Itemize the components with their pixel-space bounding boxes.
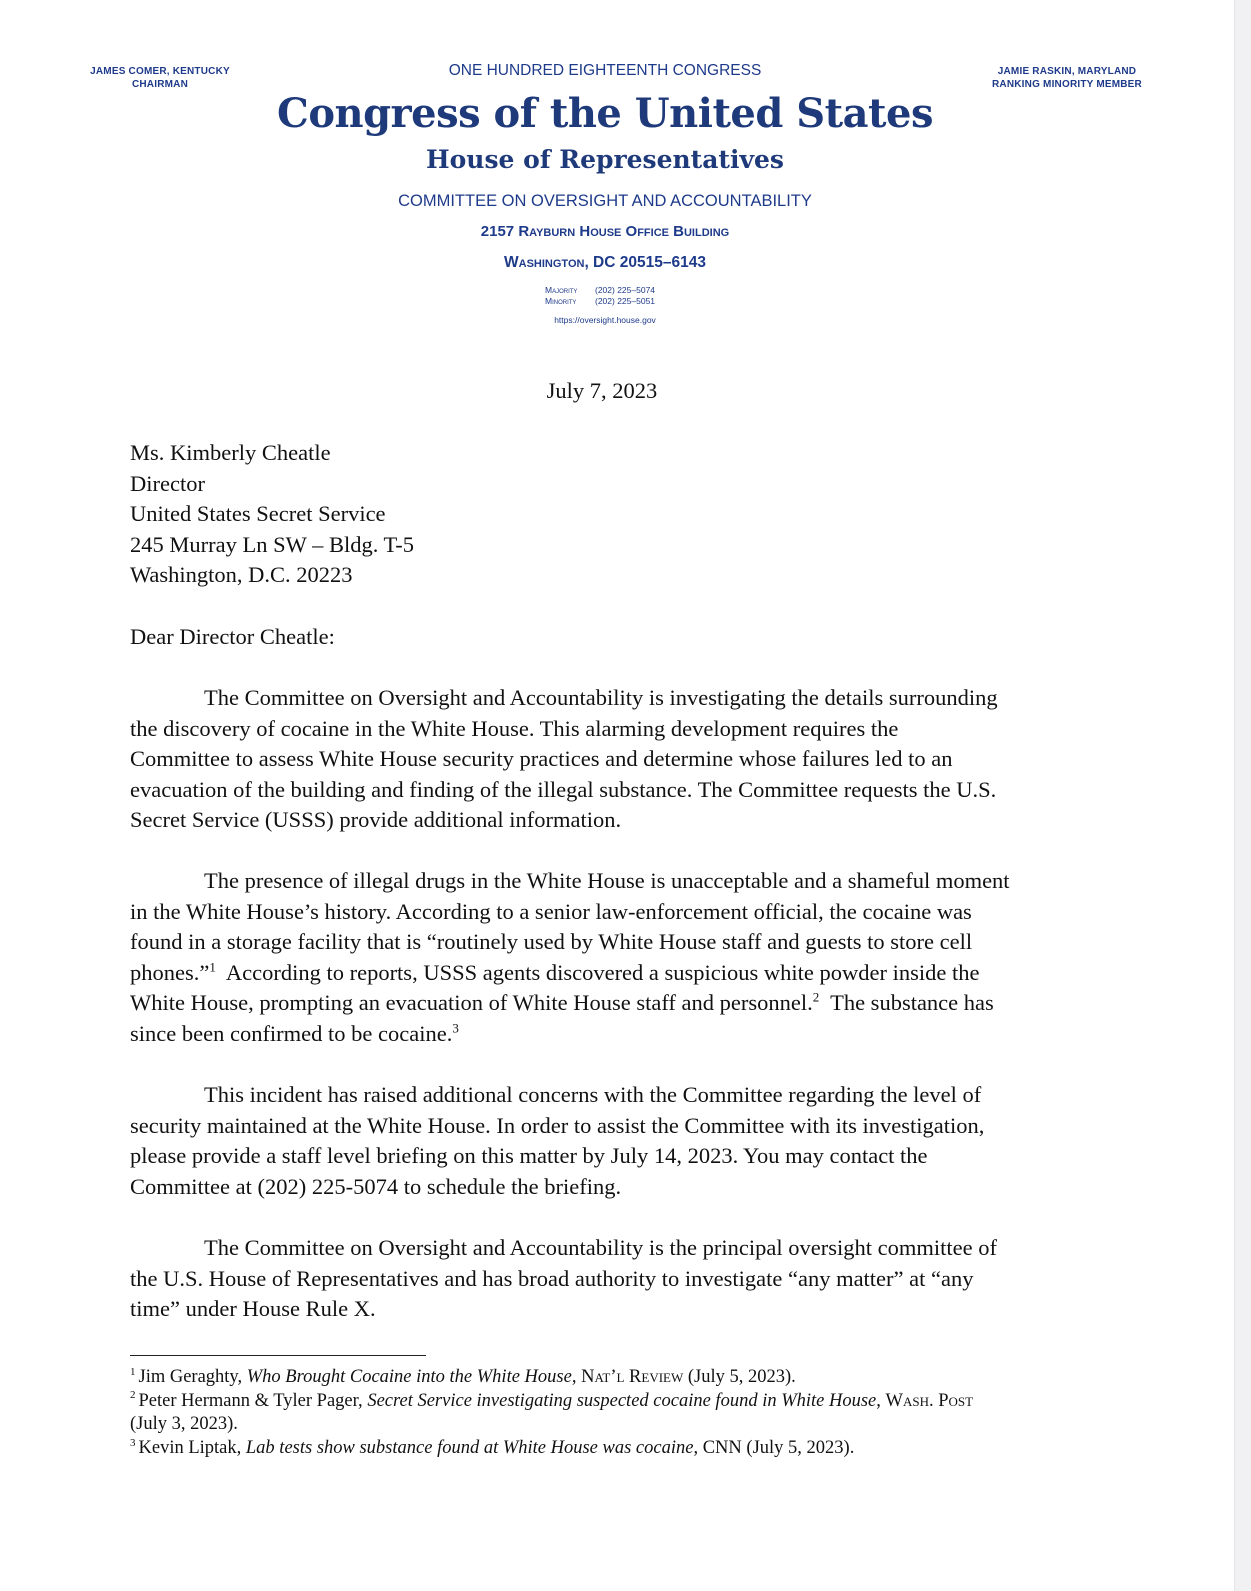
- salutation: Dear Director Cheatle:: [130, 624, 335, 649]
- page-edge: [1234, 0, 1251, 1591]
- line-text: phones.”: [130, 959, 210, 985]
- committee-name: COMMITTEE ON OVERSIGHT AND ACCOUNTABILITY: [398, 192, 812, 210]
- footnote-3: [130, 1437, 1100, 1461]
- footnote-number: 1: [130, 1365, 136, 1378]
- footnote-title: Lab tests show substance found at White House was cocaine: [245, 1437, 694, 1458]
- line-text: According to reports, USSS agents discovered a suspicious white powder inside the: [215, 959, 980, 985]
- footnote-title: Who Brought Cocaine into the White House: [246, 1367, 572, 1387]
- paragraph-line: This incident has raised additional concerns with the Committee regarding the level of: [204, 1082, 982, 1107]
- footnote-ref-1[interactable]: 1: [209, 959, 216, 975]
- paragraph-line: found in a storage facility that is “routinely used by White House staff and guests to store cell: [130, 929, 973, 955]
- paragraph-line: please provide a staff level briefing on this matter by July 14, 2023. You may contact the: [130, 1143, 928, 1169]
- footnote-separator: ,: [876, 1390, 886, 1411]
- footnote-publication: Wash. Post: [885, 1390, 974, 1411]
- house-title: House of Representatives: [426, 145, 784, 174]
- minority-phone-line: [545, 296, 655, 307]
- paragraph-3: [130, 1080, 1095, 1202]
- footnote-separator: ,: [571, 1367, 582, 1387]
- recipient-address: [130, 438, 414, 591]
- paragraph-2: [130, 866, 1095, 1050]
- line-text: since been confirmed to be cocaine.: [130, 1020, 453, 1046]
- footnote-1: [130, 1366, 1100, 1390]
- paragraph-line: evacuation of the building and finding of the illegal substance. The Committee requests the U.S.: [130, 776, 997, 802]
- recipient-line: Director: [130, 470, 205, 496]
- footnote-number: 3: [130, 1436, 136, 1449]
- footnote-date: (July 5, 2023).: [683, 1367, 796, 1387]
- paragraph-line: Committee at (202) 225-5074 to schedule the briefing.: [130, 1173, 622, 1199]
- footnote-publication: CNN: [702, 1437, 742, 1458]
- footnote-author: Peter Hermann & Tyler Pager,: [138, 1390, 368, 1411]
- footnote-publication: Nat’l Review: [581, 1367, 684, 1387]
- paragraph-line: The Committee on Oversight and Accountability is the principal oversight committee of: [204, 1235, 997, 1260]
- letter-date: July 7, 2023: [546, 378, 658, 403]
- paragraph-1: [130, 683, 1095, 836]
- majority-phone-line: [545, 285, 655, 296]
- paragraph-line: the U.S. House of Representatives and has broad authority to investigate “any matter” at “any: [130, 1265, 974, 1291]
- paragraph-line: Committee to assess White House security practices and determine whose failures led to an: [130, 746, 953, 772]
- ranking-member-role: RANKING MINORITY MEMBER: [992, 79, 1142, 90]
- city-address: Washington, DC 20515–6143: [504, 254, 706, 271]
- paragraph-line: [130, 958, 1095, 989]
- office-address: 2157 Rayburn House Office Building: [480, 223, 730, 240]
- paragraph-line: time” under House Rule X.: [130, 1296, 376, 1322]
- line-text: The substance has: [819, 990, 994, 1016]
- minority-phone: (202) 225–5051: [595, 296, 656, 306]
- recipient-line: Washington, D.C. 20223: [130, 562, 353, 588]
- recipient-line: Ms. Kimberly Cheatle: [130, 440, 331, 465]
- website-link[interactable]: https://oversight.house.gov: [554, 315, 656, 325]
- paragraph-line: [130, 1019, 1095, 1050]
- footnote-number: 2: [130, 1389, 136, 1402]
- paragraph-line: in the White House’s history. According to a senior law-enforcement official, the cocaine was: [130, 898, 972, 924]
- congress-number: ONE HUNDRED EIGHTEENTH CONGRESS: [448, 62, 762, 79]
- paragraph-line: the discovery of cocaine in the White House. This alarming development requires the: [130, 715, 899, 741]
- footnote-date: (July 5, 2023).: [741, 1437, 855, 1458]
- footnotes: [130, 1366, 1100, 1460]
- paragraph-4: [130, 1233, 1095, 1325]
- paragraph-line: security maintained at the White House. In order to assist the Committee with its investigation,: [130, 1112, 985, 1138]
- chairman-role: CHAIRMAN: [131, 79, 189, 90]
- paragraph-line: The presence of illegal drugs in the White House is unacceptable and a shameful moment: [204, 868, 1010, 893]
- footnote-title: Secret Service investigating suspected cocaine found in White House: [367, 1390, 877, 1411]
- ranking-member-name: JAMIE RASKIN, MARYLAND: [997, 66, 1137, 77]
- recipient-line: United States Secret Service: [130, 501, 386, 527]
- footnote-separator: ,: [693, 1437, 703, 1458]
- recipient-line: 245 Murray Ln SW – Bldg. T-5: [130, 531, 414, 557]
- footnote-divider: [130, 1355, 426, 1356]
- congress-title: Congress of the United States: [276, 90, 933, 137]
- footnote-author: Jim Geraghty,: [138, 1367, 247, 1387]
- footnote-ref-2[interactable]: 2: [812, 989, 820, 1005]
- paragraph-line: [130, 988, 1095, 1019]
- footnote-2-continuation: (July 3, 2023).: [130, 1414, 238, 1435]
- footnote-2: [130, 1390, 1100, 1414]
- majority-phone: (202) 225–5074: [595, 285, 656, 295]
- minority-label: Minority: [545, 296, 577, 306]
- footnote-author: Kevin Liptak,: [138, 1437, 246, 1458]
- footnote-ref-3[interactable]: 3: [452, 1020, 459, 1036]
- chairman-name: JAMES COMER, KENTUCKY: [90, 66, 230, 77]
- line-text: White House, prompting an evacuation of White House staff and personnel.: [130, 990, 813, 1016]
- paragraph-line: Secret Service (USSS) provide additional information.: [130, 807, 622, 833]
- paragraph-line: The Committee on Oversight and Accountability is investigating the details surrounding: [204, 685, 998, 710]
- majority-label: Majority: [545, 285, 578, 295]
